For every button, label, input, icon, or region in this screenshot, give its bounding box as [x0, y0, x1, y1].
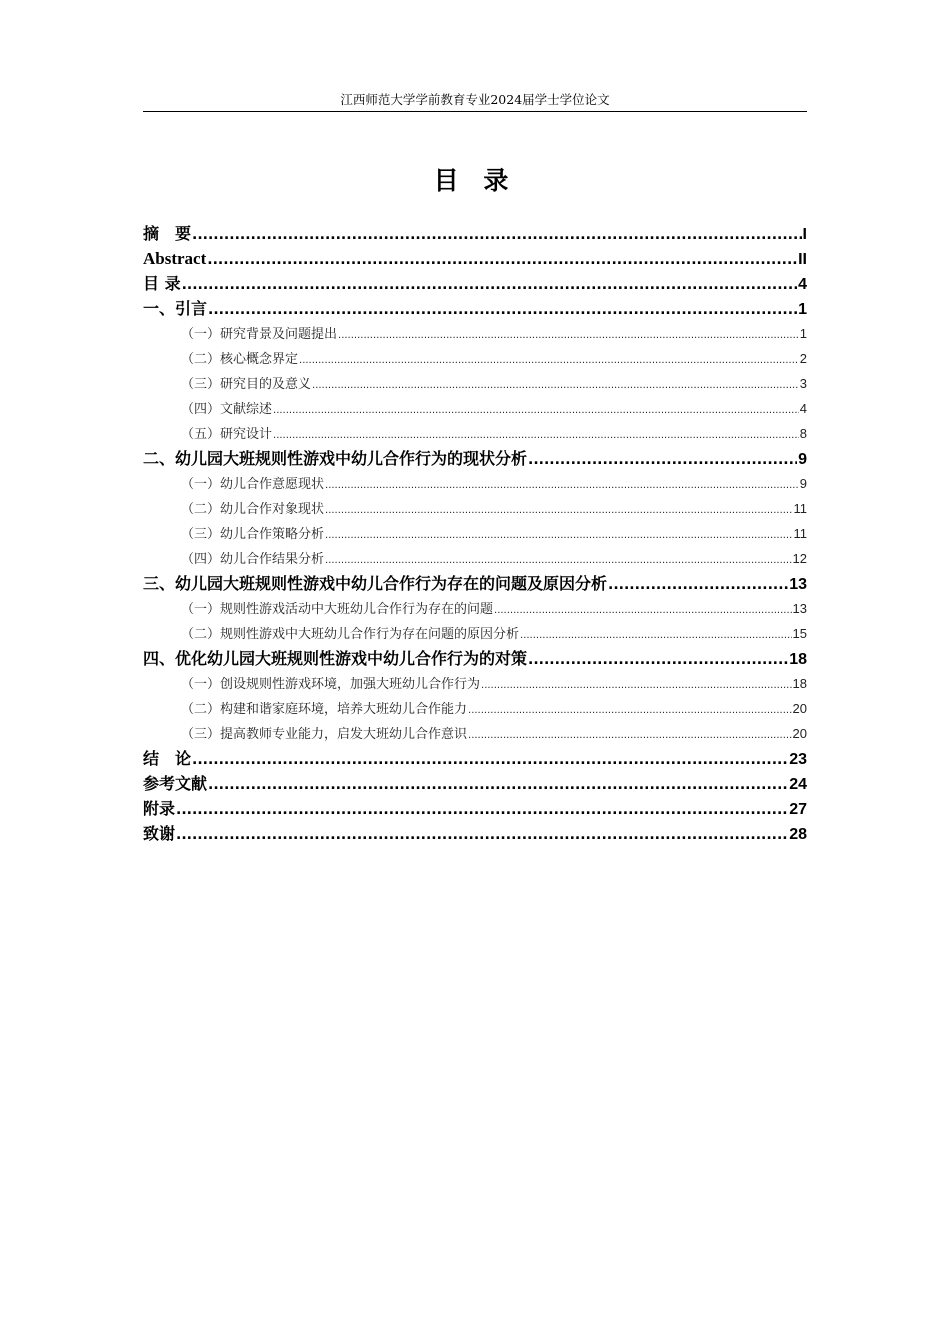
- toc-entry-label: （二）幼儿合作对象现状: [181, 502, 325, 517]
- toc-entry-page-number: 28: [789, 826, 807, 843]
- toc-entry-page-number: 9: [799, 476, 807, 491]
- toc-entry-label: 一、引言: [143, 299, 208, 318]
- dot-leader: [325, 498, 792, 523]
- toc-entry-section[interactable]: [143, 471, 807, 496]
- toc-entry-label: （三）幼儿合作策略分析: [181, 527, 325, 542]
- toc-entry-label: 致谢: [143, 824, 176, 843]
- toc-entry-label: 结 论: [143, 749, 192, 768]
- toc-entry-label: 三、幼儿园大班规则性游戏中幼儿合作行为存在的问题及原因分析: [143, 574, 608, 593]
- dot-leader: [608, 573, 788, 598]
- dot-leader: [192, 223, 802, 248]
- toc-entry-chapter[interactable]: [143, 646, 807, 671]
- toc-entry-page-number: 18: [789, 651, 807, 668]
- toc-entry-page-number: 24: [789, 776, 807, 793]
- dot-leader: [208, 298, 797, 323]
- toc-entry-chapter[interactable]: [143, 571, 807, 596]
- toc-entry-label: （一）规则性游戏活动中大班幼儿合作行为存在的问题: [181, 602, 494, 617]
- toc-entry-section[interactable]: [143, 346, 807, 371]
- dot-leader: [273, 398, 799, 423]
- toc-entry-chapter[interactable]: [143, 446, 807, 471]
- dot-leader: [176, 798, 788, 823]
- toc-entry-page-number: 27: [789, 801, 807, 818]
- toc-entry-page-number: 4: [799, 401, 807, 416]
- dot-leader: [208, 773, 788, 798]
- toc-entry-page-number: 4: [798, 276, 807, 293]
- toc-entry-section[interactable]: [143, 421, 807, 446]
- dot-leader: [468, 698, 792, 723]
- dot-leader: [325, 473, 799, 498]
- dot-leader: [192, 748, 788, 773]
- toc-entry-page-number: II: [798, 251, 807, 268]
- dot-leader: [520, 623, 792, 648]
- toc-entry-chapter[interactable]: [143, 221, 807, 246]
- toc-entry-page-number: 23: [789, 751, 807, 768]
- toc-entry-section[interactable]: [143, 596, 807, 621]
- toc-entry-page-number: 8: [799, 426, 807, 441]
- toc-entry-label: （三）提高教师专业能力，启发大班幼儿合作意识: [181, 727, 468, 742]
- toc-entry-page-number: 20: [792, 726, 807, 741]
- running-header-text: 江西师范大学学前教育专业2024届学士学位论文: [340, 92, 610, 107]
- toc-entry-label: （二）构建和谐家庭环境，培养大班幼儿合作能力: [181, 702, 468, 717]
- toc-entry-section[interactable]: [143, 621, 807, 646]
- toc-entry-page-number: 3: [799, 376, 807, 391]
- dot-leader: [207, 248, 797, 273]
- toc-entry-chapter[interactable]: [143, 746, 807, 771]
- toc-entry-page-number: 20: [792, 701, 807, 716]
- toc-entry-label: 附录: [143, 799, 176, 818]
- toc-entry-page-number: 11: [793, 526, 807, 541]
- dot-leader: [468, 723, 792, 748]
- dot-leader: [273, 423, 799, 448]
- dot-leader: [528, 448, 797, 473]
- toc-entry-page-number: 13: [792, 601, 807, 616]
- dot-leader: [312, 373, 799, 398]
- toc-entry-label: （二）核心概念界定: [181, 352, 299, 367]
- table-of-contents: [143, 221, 807, 846]
- toc-entry-label: 摘 要: [143, 224, 192, 243]
- dot-leader: [481, 673, 792, 698]
- toc-entry-section[interactable]: [143, 321, 807, 346]
- toc-entry-page-number: I: [802, 226, 807, 243]
- toc-entry-section[interactable]: [143, 546, 807, 571]
- toc-entry-label: （三）研究目的及意义: [181, 377, 312, 392]
- toc-entry-section[interactable]: [143, 496, 807, 521]
- toc-entry-section[interactable]: [143, 521, 807, 546]
- toc-entry-label: Abstract: [143, 249, 207, 268]
- toc-entry-label: （五）研究设计: [181, 427, 273, 442]
- dot-leader: [182, 273, 798, 298]
- dot-leader: [325, 548, 792, 573]
- dot-leader: [338, 323, 799, 348]
- toc-entry-chapter[interactable]: [143, 771, 807, 796]
- toc-title: 目 录: [433, 166, 517, 195]
- toc-entry-page-number: 1: [799, 326, 807, 341]
- toc-entry-page-number: 13: [789, 576, 807, 593]
- toc-entry-label: 四、优化幼儿园大班规则性游戏中幼儿合作行为的对策: [143, 649, 528, 668]
- toc-entry-page-number: 12: [792, 551, 807, 566]
- toc-entry-label: （四）幼儿合作结果分析: [181, 552, 325, 567]
- dot-leader: [325, 523, 792, 548]
- toc-entry-chapter[interactable]: [143, 821, 807, 846]
- toc-entry-chapter[interactable]: [143, 271, 807, 296]
- toc-entry-label: 参考文献: [143, 774, 208, 793]
- toc-entry-page-number: 18: [792, 676, 807, 691]
- dot-leader: [176, 823, 788, 848]
- toc-entry-label: 二、幼儿园大班规则性游戏中幼儿合作行为的现状分析: [143, 449, 528, 468]
- toc-entry-label: 目 录: [143, 274, 181, 293]
- toc-entry-label: （一）创设规则性游戏环境，加强大班幼儿合作行为: [181, 677, 481, 692]
- toc-entry-section[interactable]: [143, 696, 807, 721]
- toc-entry-section[interactable]: [143, 721, 807, 746]
- toc-entry-page-number: 1: [798, 301, 807, 318]
- dot-leader: [494, 598, 792, 623]
- toc-entry-page-number: 11: [793, 501, 807, 516]
- dot-leader: [528, 648, 788, 673]
- toc-entry-section[interactable]: [143, 371, 807, 396]
- toc-entry-label: （一）幼儿合作意愿现状: [181, 477, 325, 492]
- toc-entry-page-number: 15: [792, 626, 807, 641]
- toc-entry-section[interactable]: [143, 396, 807, 421]
- dot-leader: [299, 348, 799, 373]
- toc-entry-chapter[interactable]: [143, 246, 807, 271]
- toc-entry-label: （四）文献综述: [181, 402, 273, 417]
- toc-entry-chapter[interactable]: [143, 296, 807, 321]
- toc-entry-section[interactable]: [143, 671, 807, 696]
- running-header: [143, 91, 807, 112]
- toc-entry-page-number: 9: [798, 451, 807, 468]
- toc-entry-page-number: 2: [799, 351, 807, 366]
- toc-entry-label: （一）研究背景及问题提出: [181, 327, 338, 342]
- toc-entry-chapter[interactable]: [143, 796, 807, 821]
- toc-entry-label: （二）规则性游戏中大班幼儿合作行为存在问题的原因分析: [181, 627, 520, 642]
